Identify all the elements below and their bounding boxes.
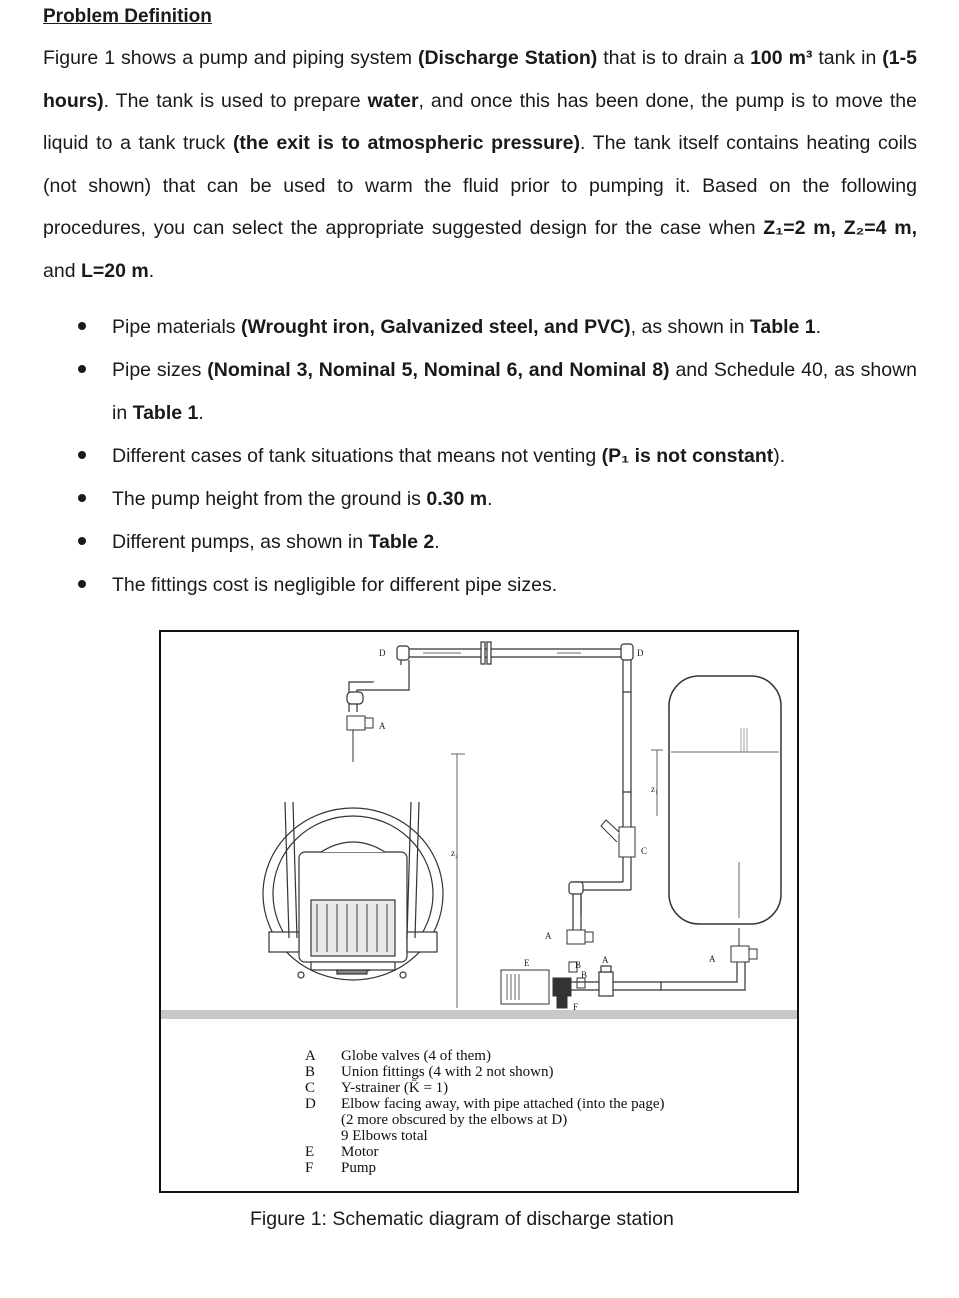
bullet-dot-icon <box>78 494 86 502</box>
legend-row <box>305 1128 665 1144</box>
paragraph-run: tank in <box>812 47 883 69</box>
legend-key: A <box>305 1048 316 1064</box>
paragraph-run: Figure 1 shows a pump and piping system <box>43 47 418 69</box>
legend-key: D <box>305 1096 316 1112</box>
bullet-run: Table 1 <box>749 316 816 338</box>
bullet-run: Pipe sizes <box>112 359 208 381</box>
tank-truck <box>263 802 443 980</box>
bullet-item <box>0 435 917 478</box>
motor-e <box>501 970 549 1004</box>
paragraph-run: . The tank is used to prepare <box>103 89 368 112</box>
problem-heading: Problem Definition <box>43 6 212 27</box>
bullet-item <box>0 478 917 521</box>
overhead-pipe <box>401 642 626 664</box>
bullet-run: . <box>815 316 822 338</box>
legend-key: B <box>305 1064 316 1080</box>
legend-row <box>305 1144 665 1160</box>
paragraph-run: and <box>43 259 81 282</box>
bullet-run: ). <box>773 445 786 467</box>
label-z2: z₂ <box>451 848 459 858</box>
bullet-run: Pipe materials <box>112 316 241 338</box>
bullet-run: Different pumps, as shown in <box>112 531 369 553</box>
legend-row <box>305 1064 665 1080</box>
label-c: C <box>641 846 648 856</box>
legend-row <box>305 1080 665 1096</box>
bullet-dot-icon <box>78 322 86 330</box>
legend-row <box>305 1096 665 1112</box>
label-b-1: B <box>575 960 582 970</box>
bullet-run: . <box>434 531 440 553</box>
globe-valve-a-tank <box>731 928 757 962</box>
globe-valve-a-mid <box>567 930 593 944</box>
legend-row <box>305 1112 665 1128</box>
label-a-pump: A <box>602 955 609 965</box>
legend-text: Union fittings (4 with 2 not shown) <box>341 1064 554 1080</box>
label-d-top: D <box>379 648 386 658</box>
legend-text: 9 Elbows total <box>341 1128 428 1144</box>
label-a-tank: A <box>709 954 716 964</box>
bullet-run: . <box>198 402 204 424</box>
bullet-run: , as shown in <box>630 316 750 338</box>
bullet-run: Table 2 <box>368 531 435 553</box>
schematic-figure <box>159 630 799 1193</box>
bullet-run: (Wrought iron, Galvanized steel, and PVC) <box>240 316 631 338</box>
paragraph-run: . <box>148 259 155 282</box>
label-b-2: B <box>581 970 588 980</box>
paragraph-run: , and once this has been done, the pump is to move the liquid to a tank truck <box>43 89 917 154</box>
legend-key <box>305 1128 341 1144</box>
label-e: E <box>524 958 530 968</box>
legend-key: F <box>305 1160 314 1176</box>
globe-valve-a-top <box>347 716 373 762</box>
bullet-item <box>0 306 917 349</box>
legend-text: Motor <box>341 1144 379 1160</box>
label-a-mid: A <box>545 931 552 941</box>
paragraph-run: 100 m³ <box>750 47 813 69</box>
requirements-list <box>0 306 959 607</box>
suction-pipe <box>571 962 745 996</box>
bullet-run: . <box>487 488 493 510</box>
z2-dimension <box>451 754 465 1008</box>
bullet-run: 0.30 m <box>426 488 488 510</box>
legend-row <box>305 1160 665 1176</box>
legend-text: Pump <box>341 1160 377 1176</box>
legend-text: (2 more obscured by the elbows at D) <box>341 1112 568 1128</box>
paragraph-run: (1-5 hours) <box>43 47 917 112</box>
bullet-item <box>0 564 917 607</box>
z1-dimension <box>651 750 663 816</box>
pump-f <box>553 978 571 1008</box>
figure-caption: Figure 1: Schematic diagram of discharge station <box>250 1208 674 1230</box>
paragraph-run: (Discharge Station) <box>417 47 598 69</box>
bullet-run: Table 1 <box>132 402 199 424</box>
lower-elbow-pipe <box>569 857 631 932</box>
bullet-run: (Nominal 3, Nominal 5, Nominal 6, and Nominal 8) <box>207 359 670 381</box>
storage-tank <box>669 676 781 924</box>
bullet-dot-icon <box>78 365 86 373</box>
ground <box>161 1010 797 1019</box>
legend-text: Globe valves (4 of them) <box>341 1048 491 1064</box>
label-z1: z₁ <box>651 784 659 794</box>
label-a-top: A <box>379 721 386 731</box>
legend-row <box>305 1048 665 1064</box>
right-riser-pipe <box>621 644 633 832</box>
legend-key: C <box>305 1080 316 1096</box>
bullet-dot-icon <box>78 537 86 545</box>
paragraph-run: . The tank itself contains heating coils (not shown) that can be used to warm the fluid prior to pumping it. Based on the following procedures, you can select the appropriate suggested design for the case when <box>43 132 917 239</box>
bullet-dot-icon <box>78 580 86 588</box>
elbow-d-left <box>347 646 409 712</box>
paragraph-run: L=20 m <box>80 259 149 282</box>
bullet-dot-icon <box>78 451 86 459</box>
figure-legend <box>305 1048 665 1176</box>
paragraph-run: water <box>367 89 419 112</box>
paragraph-run: Z₁=2 m, Z₂=4 m, <box>763 217 917 239</box>
bullet-item <box>0 349 917 435</box>
bullet-item <box>0 521 917 564</box>
legend-key: E <box>305 1144 315 1160</box>
problem-paragraph <box>43 37 917 292</box>
bullet-run: The pump height from the ground is <box>112 488 427 510</box>
paragraph-run: that is to drain a <box>597 47 751 69</box>
bullet-run: (P₁ is not constant <box>601 445 774 467</box>
paragraph-run: (the exit is to atmospheric pressure) <box>232 132 580 154</box>
bullet-run: Different cases of tank situations that means not venting <box>112 445 602 467</box>
label-f: F <box>573 1002 579 1012</box>
bullet-run: The fittings cost is negligible for different pipe sizes. <box>112 574 558 596</box>
label-d-right: D <box>637 648 644 658</box>
legend-key <box>305 1112 341 1128</box>
bullet-run: and Schedule 40, as shown in <box>112 359 918 424</box>
legend-text: Y-strainer (K̄ = 1) <box>341 1080 449 1096</box>
legend-text: Elbow facing away, with pipe attached (into the page) <box>341 1096 665 1112</box>
y-strainer-c <box>601 820 635 857</box>
